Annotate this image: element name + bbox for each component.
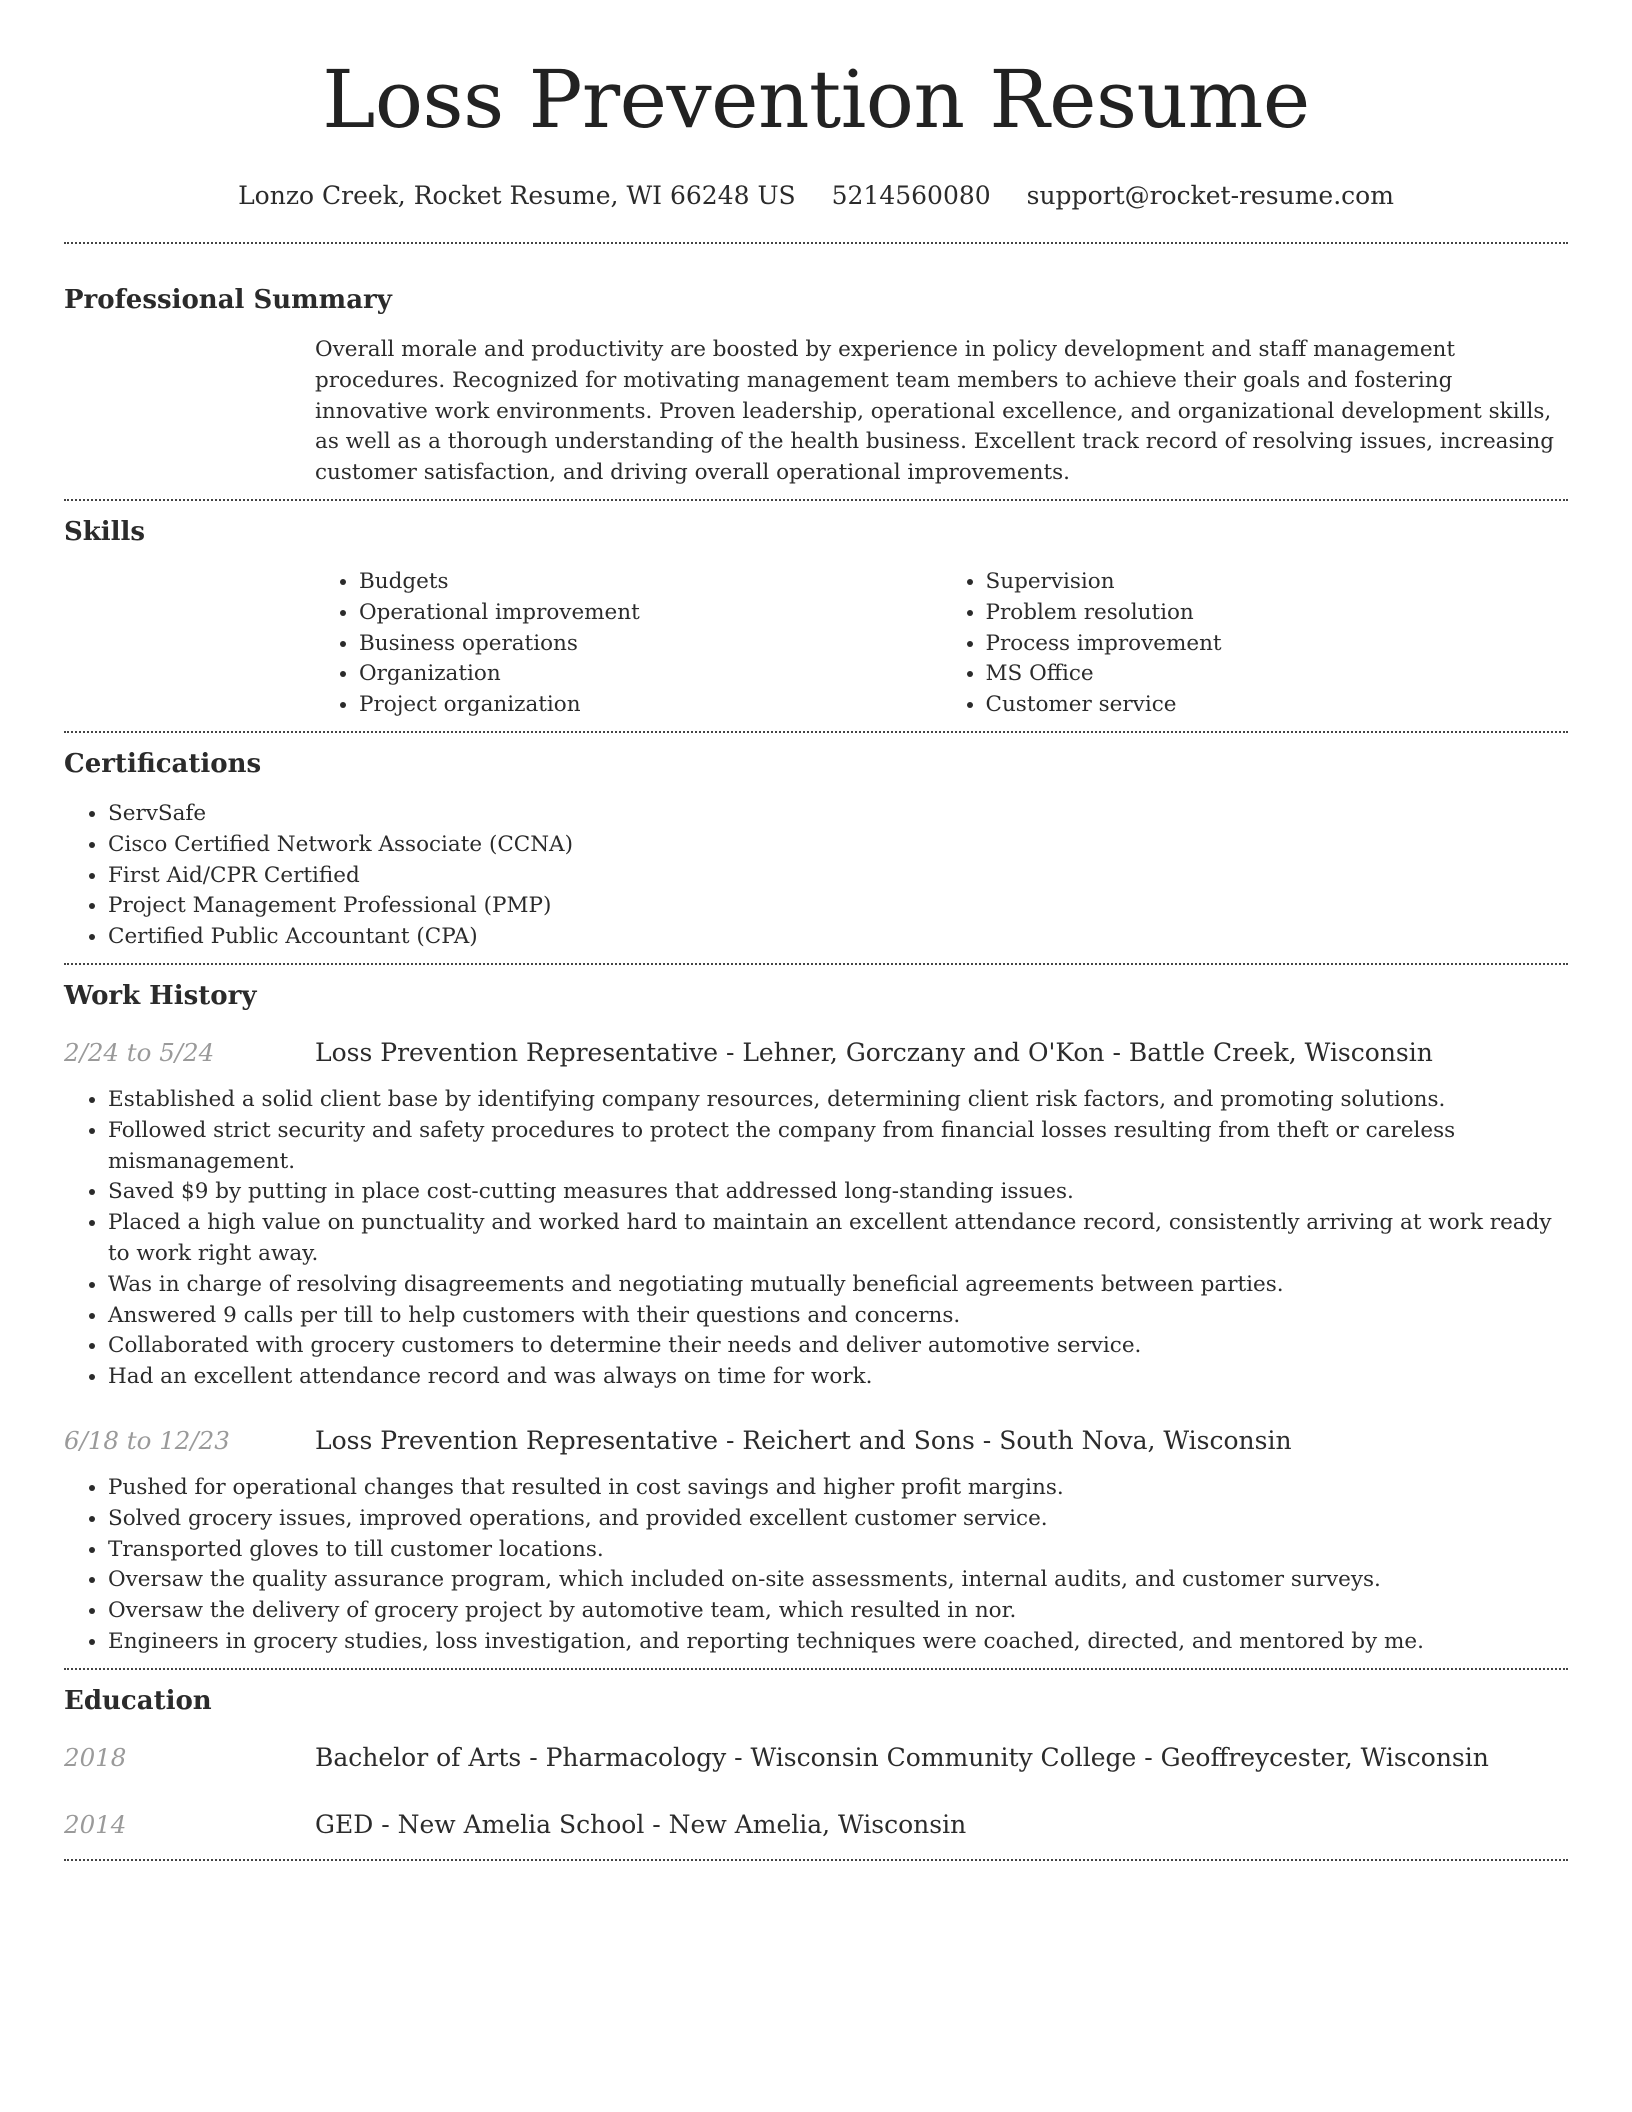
contact-line (64, 180, 1568, 212)
divider (64, 499, 1568, 501)
skill-item: • Budgets (359, 567, 942, 598)
job-bullet: • Had an excellent attendance record and was always on time for work. (108, 1362, 1568, 1393)
job-bullet: • Oversaw the delivery of grocery project by automotive team, which resulted in nor. (108, 1596, 1568, 1627)
resume-page (64, 0, 1568, 1861)
skill-item: • Business operations (359, 629, 942, 660)
job-bullet: • Saved $9 by putting in place cost-cutting measures that addressed long-standing issues. (108, 1177, 1568, 1208)
job-title: Loss Prevention Representative - Lehner, Gorczany and O'Kon - Battle Creek, Wisconsin (315, 1037, 1433, 1067)
certifications-list (64, 799, 1568, 953)
job-bullet: • Followed strict security and safety procedures to protect the company from financial losses resulting from theft or careless mismanagement. (108, 1116, 1568, 1178)
contact-email: support@rocket-resume.com (1026, 181, 1394, 210)
education-degree: GED - New Amelia School - New Amelia, Wisconsin (315, 1809, 967, 1839)
job-header (64, 1425, 1568, 1457)
job-bullet: • Placed a high value on punctuality and worked hard to maintain an excellent attendance record, consistently arriving at work ready to work right away. (108, 1208, 1568, 1270)
skill-item: • Supervision (986, 567, 1569, 598)
divider (64, 242, 1568, 244)
skill-item: • Problem resolution (986, 598, 1569, 629)
divider (64, 731, 1568, 733)
job-entry (64, 1037, 1568, 1393)
education-section (64, 1684, 1568, 1841)
section-heading-education: Education (64, 1685, 212, 1716)
skills-list (315, 567, 1568, 721)
job-dates: 6/18 to 12/23 (64, 1425, 230, 1455)
section-heading-work: Work History (64, 980, 257, 1011)
job-bullet: • Collaborated with grocery customers to determine their needs and deliver automotive service. (108, 1331, 1568, 1362)
job-bullet: • Pushed for operational changes that resulted in cost savings and higher profit margins. (108, 1473, 1568, 1504)
summary-text: Overall morale and productivity are boosted by experience in policy development and staff management procedures. Recognized for motivating management team members to achieve their goals and fostering innovative work environments. Proven leadership, operational excellence, and organizational development skills, as well as a thorough understanding of the health business. Excellent track record of resolving issues, increasing customer satisfaction, and driving overall operational improvements. (315, 337, 1555, 486)
skill-item: • Organization (359, 659, 942, 690)
certification-item: • ServSafe (108, 799, 1568, 830)
work-history-section (64, 979, 1568, 1658)
skills-column-left (315, 567, 942, 721)
page-title: Loss Prevention Resume (322, 53, 1310, 146)
job-entry (64, 1425, 1568, 1658)
skill-item: • Operational improvement (359, 598, 942, 629)
section-heading-summary: Professional Summary (64, 285, 392, 315)
job-bullet: • Was in charge of resolving disagreements and negotiating mutually beneficial agreements between parties. (108, 1270, 1568, 1301)
education-year: 2014 (64, 1809, 127, 1839)
job-bullet: • Engineers in grocery studies, loss investigation, and reporting techniques were coached, directed, and mentored by me. (108, 1627, 1568, 1658)
job-bullet: • Transported gloves to till customer locations. (108, 1535, 1568, 1566)
education-entry (64, 1742, 1568, 1774)
divider (64, 1668, 1568, 1670)
job-bullets (64, 1085, 1568, 1393)
job-dates: 2/24 to 5/24 (64, 1037, 215, 1067)
contact-phone: 5214560080 (831, 181, 991, 210)
contact-address: Lonzo Creek, Rocket Resume, WI 66248 US (238, 181, 796, 210)
skills-column-right (942, 567, 1569, 721)
divider (64, 963, 1568, 965)
section-heading-certifications: Certifications (64, 748, 262, 779)
job-header (64, 1037, 1568, 1069)
skill-item: • Process improvement (986, 629, 1569, 660)
job-bullet: • Oversaw the quality assurance program, which included on-site assessments, internal audits, and customer surveys. (108, 1565, 1568, 1596)
education-degree: Bachelor of Arts - Pharmacology - Wisconsin Community College - Geoffreycester, Wisconsin (315, 1742, 1489, 1772)
job-bullet: • Solved grocery issues, improved operations, and provided excellent customer service. (108, 1504, 1568, 1535)
job-title: Loss Prevention Representative - Reichert and Sons - South Nova, Wisconsin (315, 1425, 1292, 1455)
certification-item: • Cisco Certified Network Associate (CCNA) (108, 830, 1568, 861)
job-bullets (64, 1473, 1568, 1658)
skill-item: • MS Office (986, 659, 1569, 690)
divider (64, 1859, 1568, 1861)
summary-section (64, 283, 1568, 489)
education-entry (64, 1809, 1568, 1841)
certification-item: • Project Management Professional (PMP) (108, 891, 1568, 922)
section-heading-skills: Skills (64, 516, 146, 547)
certification-item: • First Aid/CPR Certified (108, 861, 1568, 892)
education-year: 2018 (64, 1742, 127, 1772)
skill-item: • Project organization (359, 690, 942, 721)
job-bullet: • Answered 9 calls per till to help customers with their questions and concerns. (108, 1301, 1568, 1332)
job-bullet: • Established a solid client base by identifying company resources, determining client risk factors, and promoting solutions. (108, 1085, 1568, 1116)
certifications-section (64, 747, 1568, 953)
skill-item: • Customer service (986, 690, 1569, 721)
certification-item: • Certified Public Accountant (CPA) (108, 922, 1568, 953)
skills-section (64, 515, 1568, 721)
